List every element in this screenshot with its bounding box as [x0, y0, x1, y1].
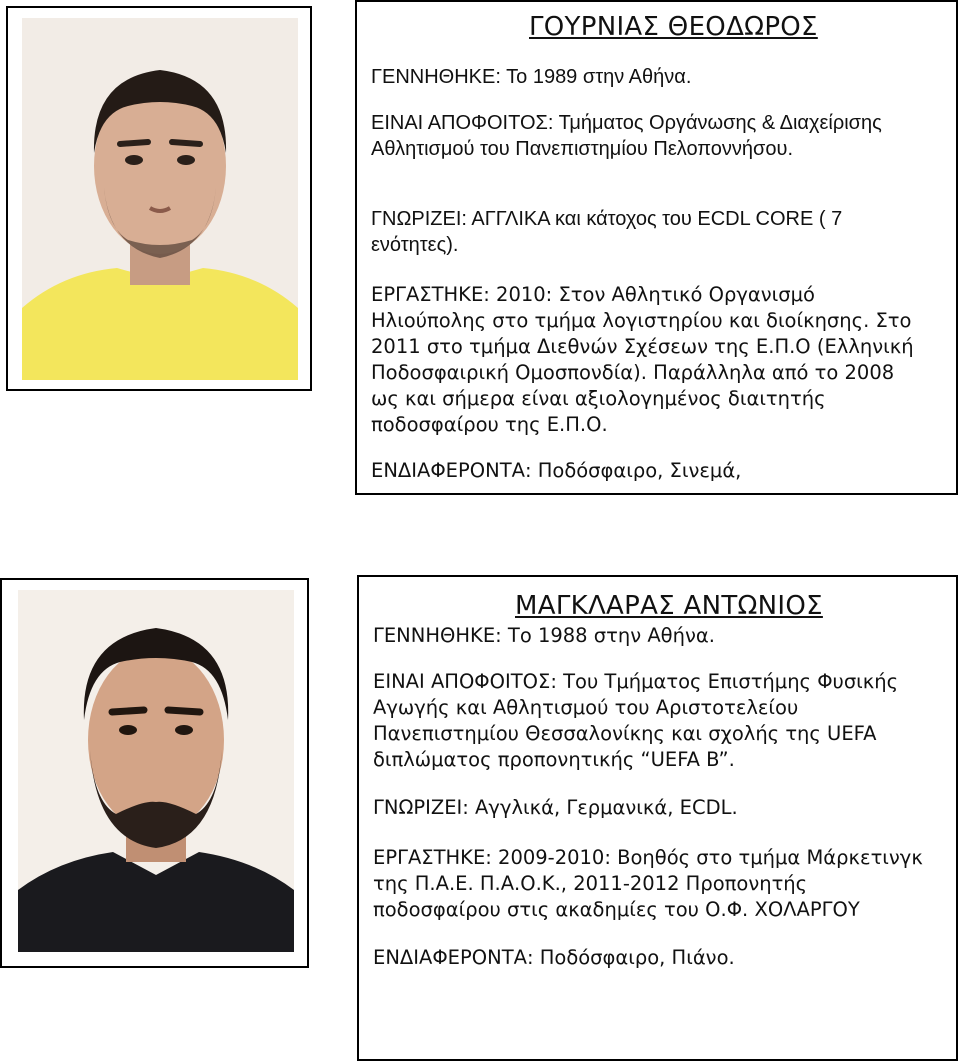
profile-2-graduate: ΕΙΝΑΙ ΑΠΟΦΟΙΤΟΣ: Του Τμήματος Επιστήμης Φυσικής Αγωγής και Αθλητισμού του Αριστοτελείου Πανεπιστημίου Θεσσαλονίκης και σχολής της UEFA διπλώματος προπονητικής “UEFA B”.: [373, 670, 899, 771]
profile-1-worked: ΕΡΓΑΣΤΗΚΕ: 2010: Στον Αθλητικό Οργανισμό Ηλιούπολης στο τμήμα λογιστηρίου και διοίκησης. Στο 2011 στο τμήμα Διεθνών Σχέσεων της Ε.Π.Ο (Ελληνική Ποδοσφαιρική Ομοσπονδία). Παράλληλα από το 2008 ως και σήμερα είναι αξιολογημένος διαιτητής ποδοσφαίρου της Ε.Π.Ο.: [371, 283, 914, 436]
profile-2-worked: ΕΡΓΑΣΤΗΚΕ: 2009-2010: Βοηθός στο τμήμα Μάρκετινγκ της Π.Α.Ε. Π.Α.Ο.Κ., 2011-2012 Προπονητής ποδοσφαίρου στις ακαδημίες του Ο.Φ. ΧΟΛΑΡΓΟΥ: [373, 846, 923, 921]
profile-1-name: ΓΟΥΡΝΙΑΣ ΘΕΟΔΩΡΟΣ: [529, 12, 818, 42]
profile-2-languages: ΓΝΩΡΙΖΕΙ: Αγγλικά, Γερμανικά, ECDL.: [373, 796, 738, 819]
profile-2-interests: ΕΝΔΙΑΦΕΡΟΝΤΑ: Ποδόσφαιρο, Πιάνο.: [373, 946, 735, 969]
profile-2-name: ΜΑΓΚΛΑΡΑΣ ΑΝΤΩΝΙΟΣ: [515, 591, 823, 621]
portrait-2-image: [18, 590, 294, 952]
profile-1-photo-frame: [6, 6, 312, 391]
profile-1-photo: [22, 18, 298, 380]
profile-2-photo: [18, 590, 294, 952]
profile-1-card: [355, 0, 958, 495]
profile-1-interests: ΕΝΔΙΑΦΕΡΟΝΤΑ: Ποδόσφαιρο, Σινεμά,: [371, 459, 742, 482]
profile-2-photo-frame: [0, 578, 309, 968]
profile-1-graduate: ΕΙΝΑΙ ΑΠΟΦΟΙΤΟΣ: Τμήματος Οργάνωσης & Διαχείρισης Αθλητισμού του Πανεπιστημίου Πελοποννήσου.: [371, 112, 882, 160]
profile-2-card: [357, 575, 958, 1061]
profile-1-languages: ΓΝΩΡΙΖΕΙ: ΑΓΓΛΙΚΑ και κάτοχος του ECDL CORE ( 7 ενότητες).: [371, 208, 843, 256]
profile-2-born: ΓΕΝΝΗΘΗΚΕ: Το 1988 στην Αθήνα.: [373, 624, 715, 647]
portrait-1-image: [22, 18, 298, 380]
profile-1-born: ΓΕΝΝΗΘΗΚΕ: Το 1989 στην Αθήνα.: [371, 66, 692, 88]
